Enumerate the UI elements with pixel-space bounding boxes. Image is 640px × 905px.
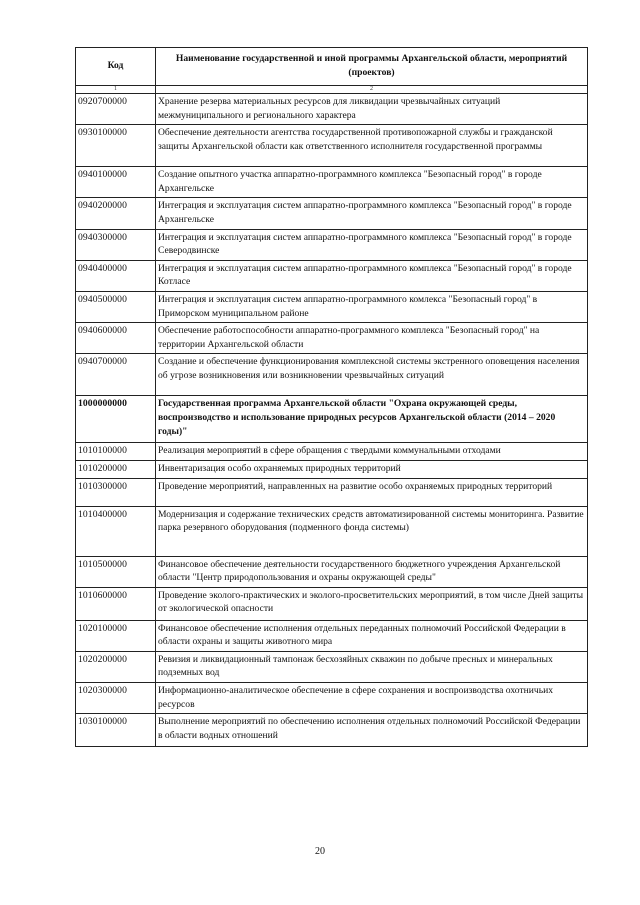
row-code: 1020100000 bbox=[76, 620, 156, 651]
row-code: 0940300000 bbox=[76, 229, 156, 260]
table-body bbox=[76, 94, 588, 747]
table-row bbox=[76, 506, 588, 556]
row-code: 1010500000 bbox=[76, 556, 156, 587]
row-code: 1000000000 bbox=[76, 396, 156, 443]
row-name: Модернизация и содержание технических средств автоматизированной системы мониторинга. Развитие парка резервного оборудования (подменного фонда системы) bbox=[156, 506, 588, 556]
row-code: 1010100000 bbox=[76, 443, 156, 461]
row-code: 1020200000 bbox=[76, 651, 156, 682]
table-row bbox=[76, 683, 588, 714]
row-name: Обеспечение работоспособности аппаратно-программного комплекса "Безопасный город" на территории Архангельской области bbox=[156, 323, 588, 354]
row-name: Информационно-аналитическое обеспечение в сфере сохранения и воспроизводства охотничьих ресурсов bbox=[156, 683, 588, 714]
table-row bbox=[76, 620, 588, 651]
row-code: 1020300000 bbox=[76, 683, 156, 714]
row-code: 0920700000 bbox=[76, 94, 156, 125]
row-name: Выполнение мероприятий по обеспечению исполнения отдельных полномочий Российской Федерации в области водных отношений bbox=[156, 714, 588, 747]
table-row bbox=[76, 714, 588, 747]
row-name: Ревизия и ликвидационный тампонаж бесхозяйных скважин по добыче пресных и минеральных подземных вод bbox=[156, 651, 588, 682]
row-name: Финансовое обеспечение деятельности государственного бюджетного учреждения Архангельской области "Центр природопользования и охраны окружающей среды" bbox=[156, 556, 588, 587]
row-code: 0940400000 bbox=[76, 260, 156, 291]
table-row bbox=[76, 323, 588, 354]
row-name: Инвентаризация особо охраняемых природных территорий bbox=[156, 460, 588, 478]
column-number-row bbox=[76, 86, 588, 94]
row-name: Хранение резерва материальных ресурсов для ликвидации чрезвычайных ситуаций межмуниципального и регионального характера bbox=[156, 94, 588, 125]
row-name: Создание и обеспечение функционирования комплексной системы экстренного оповещения населения об угрозе возникновения или возникновении чрезвычайных ситуаций bbox=[156, 354, 588, 396]
row-name: Проведение эколого-практических и эколого-просветительских мероприятий, в том числе Дней защиты от экологической опасности bbox=[156, 587, 588, 620]
row-code: 0940200000 bbox=[76, 198, 156, 229]
column-number-1: 1 bbox=[76, 86, 156, 94]
row-name: Интеграция и эксплуатация систем аппаратно-программного комплекса "Безопасный город" в городе Северодвинске bbox=[156, 229, 588, 260]
row-code: 1010300000 bbox=[76, 478, 156, 506]
row-code: 1030100000 bbox=[76, 714, 156, 747]
program-codes-table bbox=[75, 47, 588, 747]
row-code: 0940100000 bbox=[76, 167, 156, 198]
table-row bbox=[76, 354, 588, 396]
row-name: Финансовое обеспечение исполнения отдельных переданных полномочий Российской Федерации в области охраны и защиты животного мира bbox=[156, 620, 588, 651]
row-name: Интеграция и эксплуатация систем аппаратно-программного комплекса "Безопасный город" в городе Котласе bbox=[156, 260, 588, 291]
table-row bbox=[76, 198, 588, 229]
row-code: 1010600000 bbox=[76, 587, 156, 620]
table-row bbox=[76, 556, 588, 587]
table-row bbox=[76, 125, 588, 167]
row-name: Государственная программа Архангельской области "Охрана окружающей среды, воспроизводство и использование природных ресурсов Архангельской области (2014 – 2020 годы)" bbox=[156, 396, 588, 443]
table-row bbox=[76, 396, 588, 443]
table-row bbox=[76, 260, 588, 291]
table-row bbox=[76, 167, 588, 198]
column-number-2: 2 bbox=[156, 86, 588, 94]
row-name: Интеграция и эксплуатация систем аппаратно-программного комплекса "Безопасный город" в городе Архангельске bbox=[156, 198, 588, 229]
table-row bbox=[76, 587, 588, 620]
header-name: Наименование государственной и иной программы Архангельской области, мероприятий (проектов) bbox=[156, 48, 588, 86]
table-row bbox=[76, 651, 588, 682]
table-row bbox=[76, 443, 588, 461]
row-name: Проведение мероприятий, направленных на развитие особо охраняемых природных территорий bbox=[156, 478, 588, 506]
row-name: Реализация мероприятий в сфере обращения с твердыми коммунальными отходами bbox=[156, 443, 588, 461]
row-name: Обеспечение деятельности агентства государственной противопожарной службы и гражданской защиты Архангельской области как ответственного исполнителя государственной программы bbox=[156, 125, 588, 167]
row-code: 0930100000 bbox=[76, 125, 156, 167]
table-row bbox=[76, 94, 588, 125]
row-code: 1010400000 bbox=[76, 506, 156, 556]
row-code: 0940600000 bbox=[76, 323, 156, 354]
header-code: Код bbox=[76, 48, 156, 86]
table-row bbox=[76, 291, 588, 322]
row-name: Создание опытного участка аппаратно-программного комплекса "Безопасный город" в городе Архангельске bbox=[156, 167, 588, 198]
row-code: 0940700000 bbox=[76, 354, 156, 396]
row-code: 0940500000 bbox=[76, 291, 156, 322]
table-row bbox=[76, 478, 588, 506]
table-row bbox=[76, 460, 588, 478]
row-name: Интеграция и эксплуатация систем аппаратно-программного комлекса "Безопасный город" в Приморском муниципальном районе bbox=[156, 291, 588, 322]
page-number: 20 bbox=[315, 846, 325, 857]
table-header-row bbox=[76, 48, 588, 86]
table-row bbox=[76, 229, 588, 260]
row-code: 1010200000 bbox=[76, 460, 156, 478]
